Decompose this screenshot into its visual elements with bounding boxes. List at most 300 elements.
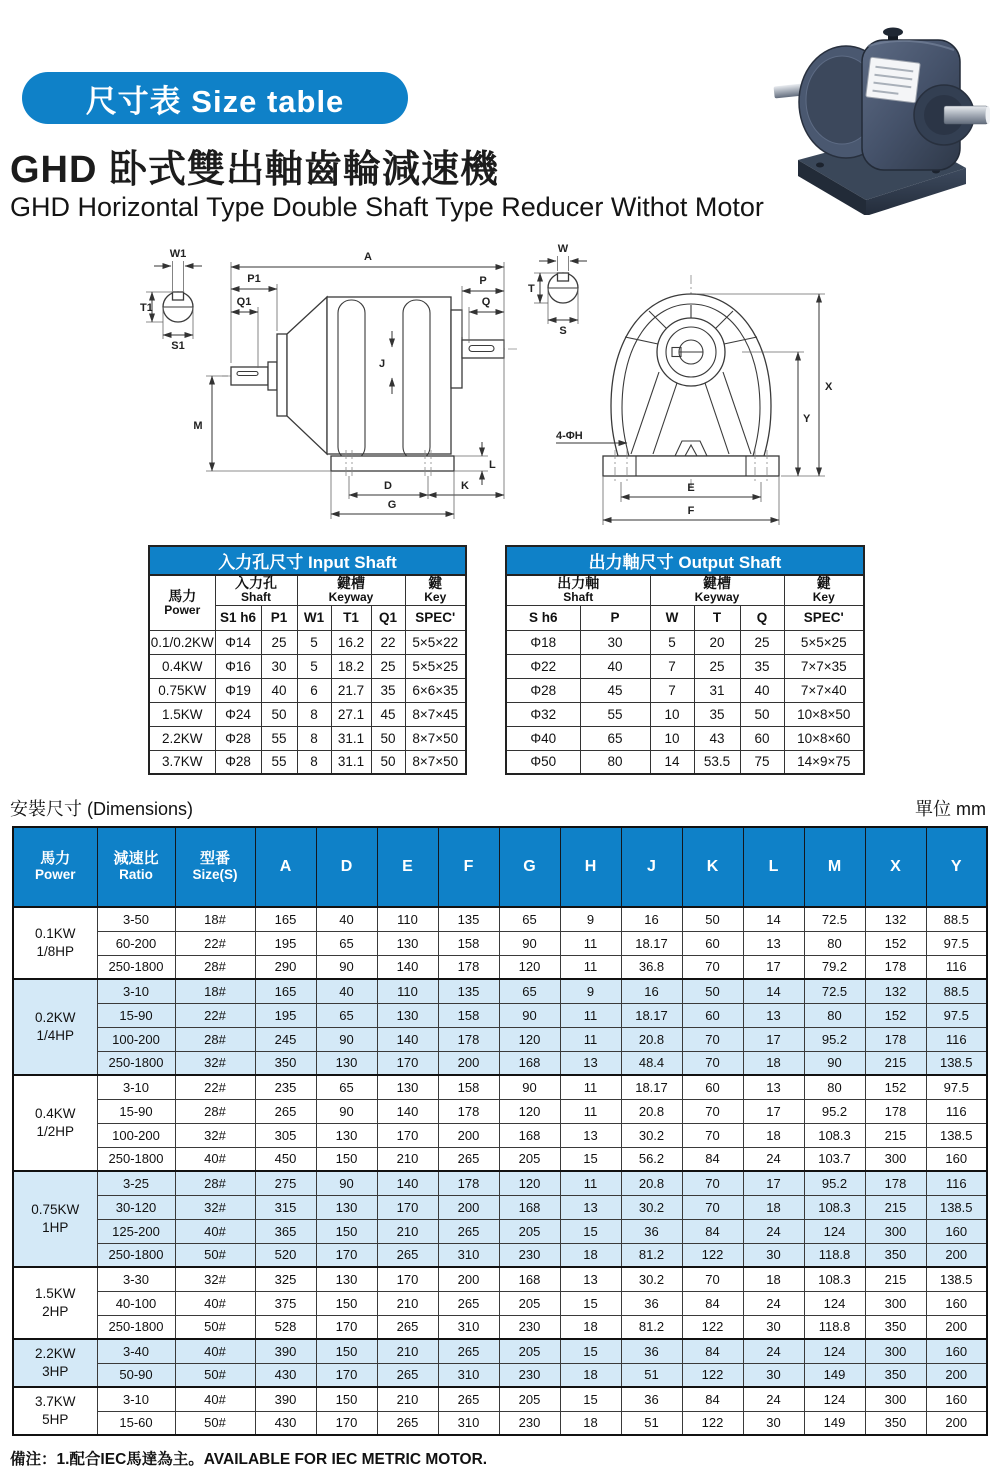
dims-cell: 250-1800 [97,1243,175,1267]
dims-cell: 350 [865,1363,926,1387]
dims-cell: 17 [743,1099,804,1123]
dims-cell: 110 [377,907,438,931]
input-shaft-cell: 50 [371,726,405,750]
dims-cell: 250-1800 [97,1315,175,1339]
dims-cell: 28# [175,1171,255,1195]
dims-cell: 18 [560,1243,621,1267]
dims-cell: 205 [499,1387,560,1411]
output-shaft-cell: 10 [650,702,694,726]
dims-cell: 528 [255,1315,316,1339]
dims-cell: 84 [682,1339,743,1363]
dims-cell: 158 [438,931,499,955]
dims-cell: 116 [926,1099,987,1123]
dims-cell: 178 [865,1099,926,1123]
output-shaft-table-title: 出力軸尺寸 Output Shaft [505,545,865,574]
dims-cell: 50# [175,1363,255,1387]
dims-cell: 108.3 [804,1195,865,1219]
dim-label-p: P [479,275,487,287]
dims-cell: 116 [926,1171,987,1195]
dims-cell: 18.17 [621,1075,682,1099]
dims-cell: 40 [316,979,377,1003]
dims-cell: 200 [438,1051,499,1075]
dims-col-header-power: 馬力 Power [13,827,97,907]
dim-label-e: E [687,482,695,494]
input-shaft-cell: 8 [297,726,331,750]
dims-cell: 195 [255,931,316,955]
power-group-cell: 1.5KW 2HP [13,1267,97,1339]
dims-cell: 200 [926,1363,987,1387]
dims-cell: 11 [560,1171,621,1195]
page-title-zh: GHD 卧式雙出軸齒輪減速機 [10,149,500,191]
dims-cell: 60 [682,1003,743,1027]
dims-cell: 24 [743,1291,804,1315]
dim-label-t: T [528,283,535,295]
dims-cell: 11 [560,1099,621,1123]
dims-cell: 265 [438,1387,499,1411]
dims-cell: 165 [255,907,316,931]
sub-header: W1 [297,605,331,630]
dims-cell: 138.5 [926,1267,987,1291]
dims-cell: 200 [438,1123,499,1147]
input-shaft-cell: Φ14 [215,630,261,654]
dims-cell: 205 [499,1339,560,1363]
dimensions-table [12,826,988,1436]
dims-cell: 230 [499,1411,560,1435]
dims-cell: 150 [316,1219,377,1243]
dims-cell: 22# [175,931,255,955]
dims-col-header-y: Y [926,827,987,907]
dims-cell: 11 [560,955,621,979]
dims-col-header-a: A [255,827,316,907]
dims-cell: 18 [743,1195,804,1219]
dims-cell: 315 [255,1195,316,1219]
input-shaft-cell: 0.1/0.2KW [149,630,215,654]
dims-cell: 70 [682,1051,743,1075]
dims-cell: 138.5 [926,1123,987,1147]
output-shaft-cell: Φ28 [506,678,580,702]
dims-cell: 90 [499,931,560,955]
dims-cell: 15-90 [97,1099,175,1123]
dims-row [13,1411,987,1435]
output-shaft-cell: 31 [694,678,740,702]
dims-cell: 97.5 [926,931,987,955]
table-row [149,726,466,750]
dim-label-m: M [193,420,203,432]
dims-cell: 32# [175,1123,255,1147]
power-group-cell: 0.75KW 1HP [13,1171,97,1267]
dims-cell: 390 [255,1387,316,1411]
dim-label-l: L [489,459,496,471]
dims-cell: 72.5 [804,907,865,931]
dims-cell: 118.8 [804,1243,865,1267]
dims-cell: 28# [175,955,255,979]
dims-cell: 135 [438,979,499,1003]
dims-cell: 350 [865,1411,926,1435]
dims-cell: 230 [499,1363,560,1387]
dims-cell: 152 [865,1003,926,1027]
dims-cell: 310 [438,1243,499,1267]
dims-cell: 310 [438,1315,499,1339]
dims-cell: 170 [316,1243,377,1267]
dims-cell: 20.8 [621,1171,682,1195]
dims-cell: 170 [316,1315,377,1339]
dim-label-y: Y [803,413,811,425]
dims-cell: 18 [743,1267,804,1291]
dims-cell: 160 [926,1147,987,1171]
dims-cell: 3-25 [97,1171,175,1195]
dims-cell: 130 [377,1075,438,1099]
dims-cell: 30-120 [97,1195,175,1219]
dims-cell: 36 [621,1291,682,1315]
dims-cell: 265 [377,1411,438,1435]
dims-cell: 265 [255,1099,316,1123]
dims-cell: 48.4 [621,1051,682,1075]
dims-cell: 95.2 [804,1171,865,1195]
dims-cell: 300 [865,1147,926,1171]
input-shaft-cell: 0.4KW [149,654,215,678]
dims-cell: 168 [499,1267,560,1291]
dims-cell: 40# [175,1291,255,1315]
dims-cell: 265 [438,1339,499,1363]
col-header-key: 鍵 Key [405,575,466,605]
dims-cell: 18# [175,907,255,931]
dims-cell: 178 [865,1027,926,1051]
footnote: 備注：1.配合IEC馬達為主。AVAILABLE FOR IEC METRIC MOTOR. [10,1451,488,1468]
dims-cell: 305 [255,1123,316,1147]
dims-cell: 135 [438,907,499,931]
dims-cell: 250-1800 [97,1051,175,1075]
dims-cell: 51 [621,1363,682,1387]
dim-label-x: X [825,381,833,393]
table-row [506,630,864,654]
dims-cell: 51 [621,1411,682,1435]
dims-cell: 84 [682,1291,743,1315]
dims-cell: 122 [682,1363,743,1387]
dims-cell: 28# [175,1099,255,1123]
dims-cell: 97.5 [926,1003,987,1027]
input-shaft-cell: 40 [261,678,297,702]
input-shaft-cell: 8 [297,750,331,774]
col-header-input-shaft: 入力孔 Shaft [215,575,297,605]
input-shaft-cell: 50 [371,750,405,774]
dims-cell: 13 [743,931,804,955]
dims-cell: 70 [682,955,743,979]
dims-cell: 15 [560,1387,621,1411]
output-shaft-cell: 5 [650,630,694,654]
dims-cell: 170 [377,1195,438,1219]
dims-cell: 80 [804,1003,865,1027]
dims-cell: 56.2 [621,1147,682,1171]
dimensions-section-label: 安裝尺寸 (Dimensions) [10,799,194,819]
output-shaft-cell: 10 [650,726,694,750]
output-shaft-cell: 10×8×50 [784,702,864,726]
table-row [149,654,466,678]
dims-cell: 100-200 [97,1123,175,1147]
input-shaft-table-title: 入力孔尺寸 Input Shaft [148,545,467,574]
dims-cell: 132 [865,907,926,931]
sub-header: P1 [261,605,297,630]
input-shaft-table [148,545,467,775]
dim-label-s: S [559,325,567,337]
dims-cell: 130 [316,1123,377,1147]
dims-cell: 18# [175,979,255,1003]
dim-label-t1: T1 [140,302,153,314]
dims-cell: 65 [499,907,560,931]
dims-row [13,1027,987,1051]
dims-cell: 3-10 [97,1387,175,1411]
dims-cell: 110 [377,979,438,1003]
dim-label-a: A [364,251,372,263]
dims-cell: 120 [499,1099,560,1123]
input-shaft-cell: 6 [297,678,331,702]
output-shaft-cell: 55 [580,702,650,726]
dims-row [13,1315,987,1339]
dims-cell: 210 [377,1219,438,1243]
dims-cell: 350 [255,1051,316,1075]
dims-cell: 150 [316,1291,377,1315]
dims-cell: 13 [743,1075,804,1099]
output-shaft-cell: 30 [580,630,650,654]
dims-cell: 215 [865,1123,926,1147]
dims-col-header-size: 型番 Size(S) [175,827,255,907]
dims-row [13,1339,987,1363]
size-table-badge [22,72,408,124]
dims-cell: 152 [865,931,926,955]
dims-cell: 310 [438,1411,499,1435]
input-shaft-cell: Φ28 [215,726,261,750]
dims-cell: 90 [804,1051,865,1075]
dim-label-p1: P1 [247,273,261,285]
input-shaft-cell: 1.5KW [149,702,215,726]
dims-col-header-h: H [560,827,621,907]
dims-cell: 16 [621,907,682,931]
output-shaft-cell: 43 [694,726,740,750]
input-shaft-cell: 18.2 [331,654,371,678]
dims-cell: 90 [316,955,377,979]
sub-header: T [694,605,740,630]
output-shaft-photo [914,85,990,145]
output-shaft-cell: 7×7×40 [784,678,864,702]
dims-cell: 15-90 [97,1003,175,1027]
dims-cell: 40-100 [97,1291,175,1315]
dims-cell: 178 [438,1027,499,1051]
dims-col-header-f: F [438,827,499,907]
dims-cell: 152 [865,1075,926,1099]
dims-cell: 70 [682,1195,743,1219]
dims-cell: 24 [743,1387,804,1411]
dims-cell: 70 [682,1171,743,1195]
dims-cell: 88.5 [926,907,987,931]
nameplate-photo [866,57,921,103]
dims-cell: 130 [377,931,438,955]
dims-row [13,1219,987,1243]
dims-cell: 140 [377,955,438,979]
input-shaft-cell: Φ16 [215,654,261,678]
dims-cell: 50# [175,1411,255,1435]
dims-row [13,1387,987,1411]
input-shaft-cell: 45 [371,702,405,726]
dims-cell: 11 [560,1075,621,1099]
dims-cell: 17 [743,955,804,979]
dims-cell: 178 [438,1099,499,1123]
dim-label-f: F [687,505,695,517]
page-title-en: GHD Horizontal Type Double Shaft Type Reducer Withot Motor [10,192,764,222]
dims-cell: 265 [438,1147,499,1171]
dims-row [13,1195,987,1219]
dims-cell: 122 [682,1243,743,1267]
dims-cell: 150 [316,1387,377,1411]
side-view-drawing [140,243,540,535]
dims-cell: 130 [316,1195,377,1219]
dims-col-header-e: E [377,827,438,907]
dims-cell: 18 [743,1051,804,1075]
dim-label-w1: W1 [169,248,187,260]
dim-label-j: J [378,358,386,370]
dims-cell: 124 [804,1339,865,1363]
dims-cell: 210 [377,1291,438,1315]
dims-cell: 90 [316,1171,377,1195]
dims-cell: 520 [255,1243,316,1267]
dims-cell: 178 [865,1171,926,1195]
dims-cell: 178 [865,955,926,979]
dims-col-header-l: L [743,827,804,907]
dims-cell: 11 [560,1003,621,1027]
dims-cell: 30.2 [621,1195,682,1219]
dims-cell: 325 [255,1267,316,1291]
dims-cell: 150 [316,1339,377,1363]
dims-cell: 9 [560,979,621,1003]
input-shaft-cell: 5×5×22 [405,630,466,654]
input-shaft-section [140,248,202,352]
dim-label-s1: S1 [171,340,185,352]
dims-cell: 32# [175,1195,255,1219]
dims-cell: 122 [682,1411,743,1435]
dims-cell: 40# [175,1147,255,1171]
col-header-output-shaft: 出力軸 Shaft [506,575,650,605]
input-shaft-cell: 16.2 [331,630,371,654]
dims-cell: 235 [255,1075,316,1099]
dims-cell: 70 [682,1123,743,1147]
dims-cell: 15 [560,1291,621,1315]
dims-cell: 15 [560,1339,621,1363]
dims-cell: 95.2 [804,1027,865,1051]
dims-cell: 215 [865,1195,926,1219]
col-header-keyway: 鍵槽 Keyway [650,575,784,605]
table-row [506,702,864,726]
sub-header: SPEC' [784,605,864,630]
dims-row [13,1051,987,1075]
input-shaft-cell: 27.1 [331,702,371,726]
dims-cell: 17 [743,1171,804,1195]
dims-cell: 18.17 [621,931,682,955]
sub-header: P [580,605,650,630]
input-shaft-cell: 21.7 [331,678,371,702]
dims-cell: 15 [560,1147,621,1171]
dims-cell: 13 [560,1051,621,1075]
output-shaft-cell: 65 [580,726,650,750]
input-shaft-cell: 35 [371,678,405,702]
dims-cell: 97.5 [926,1075,987,1099]
dims-cell: 65 [316,1075,377,1099]
power-group-cell: 0.1KW 1/8HP [13,907,97,979]
dims-row [13,955,987,979]
input-shaft-cell: Φ28 [215,750,261,774]
dims-cell: 95.2 [804,1099,865,1123]
dim-label-d: D [384,480,392,492]
dims-cell: 50 [682,979,743,1003]
table-row [506,654,864,678]
power-group-cell: 0.2KW 1/4HP [13,979,97,1075]
input-shaft-cell: 8 [297,702,331,726]
dims-cell: 430 [255,1363,316,1387]
dims-cell: 79.2 [804,955,865,979]
dims-cell: 116 [926,1027,987,1051]
input-shaft-cell: 8×7×50 [405,750,466,774]
gearbox-side-outline [222,297,520,476]
dims-cell: 30 [743,1363,804,1387]
dims-cell: 250-1800 [97,955,175,979]
dims-cell: 80 [804,931,865,955]
dims-cell: 200 [926,1411,987,1435]
dims-cell: 84 [682,1219,743,1243]
dims-cell: 84 [682,1147,743,1171]
dims-cell: 170 [377,1123,438,1147]
input-shaft-cell: 3.7KW [149,750,215,774]
dims-cell: 200 [438,1267,499,1291]
dims-cell: 13 [743,1003,804,1027]
dims-cell: 40 [316,907,377,931]
dims-cell: 20.8 [621,1027,682,1051]
dim-label-holes: 4-ΦH [556,430,583,442]
dims-cell: 290 [255,955,316,979]
dims-row [13,1123,987,1147]
dims-cell: 132 [865,979,926,1003]
dims-cell: 70 [682,1099,743,1123]
input-shaft-cell: 30 [261,654,297,678]
dims-cell: 11 [560,1027,621,1051]
dims-cell: 230 [499,1315,560,1339]
dims-cell: 50# [175,1243,255,1267]
dims-row [13,1099,987,1123]
input-shaft-cell: 8×7×45 [405,702,466,726]
dims-cell: 3-30 [97,1267,175,1291]
dims-col-header-x: X [865,827,926,907]
output-shaft-cell: 35 [740,654,784,678]
input-shaft-cell: 55 [261,726,297,750]
dims-row [13,1171,987,1195]
table-row [149,630,466,654]
dims-cell: 265 [377,1315,438,1339]
dims-cell: 65 [316,931,377,955]
sub-header: T1 [331,605,371,630]
dims-cell: 3-50 [97,907,175,931]
dims-cell: 350 [865,1243,926,1267]
dim-label-q1: Q1 [236,296,252,308]
dims-row [13,907,987,931]
dims-cell: 450 [255,1147,316,1171]
dims-col-header-g: G [499,827,560,907]
dims-cell: 88.5 [926,979,987,1003]
input-shaft-cell: 6×6×35 [405,678,466,702]
dims-cell: 40# [175,1387,255,1411]
dims-cell: 275 [255,1171,316,1195]
col-header-key: 鍵 Key [784,575,864,605]
dim-label-q: Q [481,296,491,308]
dims-cell: 265 [438,1291,499,1315]
output-shaft-cell: Φ40 [506,726,580,750]
power-group-cell: 2.2KW 3HP [13,1339,97,1387]
dims-cell: 50-90 [97,1363,175,1387]
